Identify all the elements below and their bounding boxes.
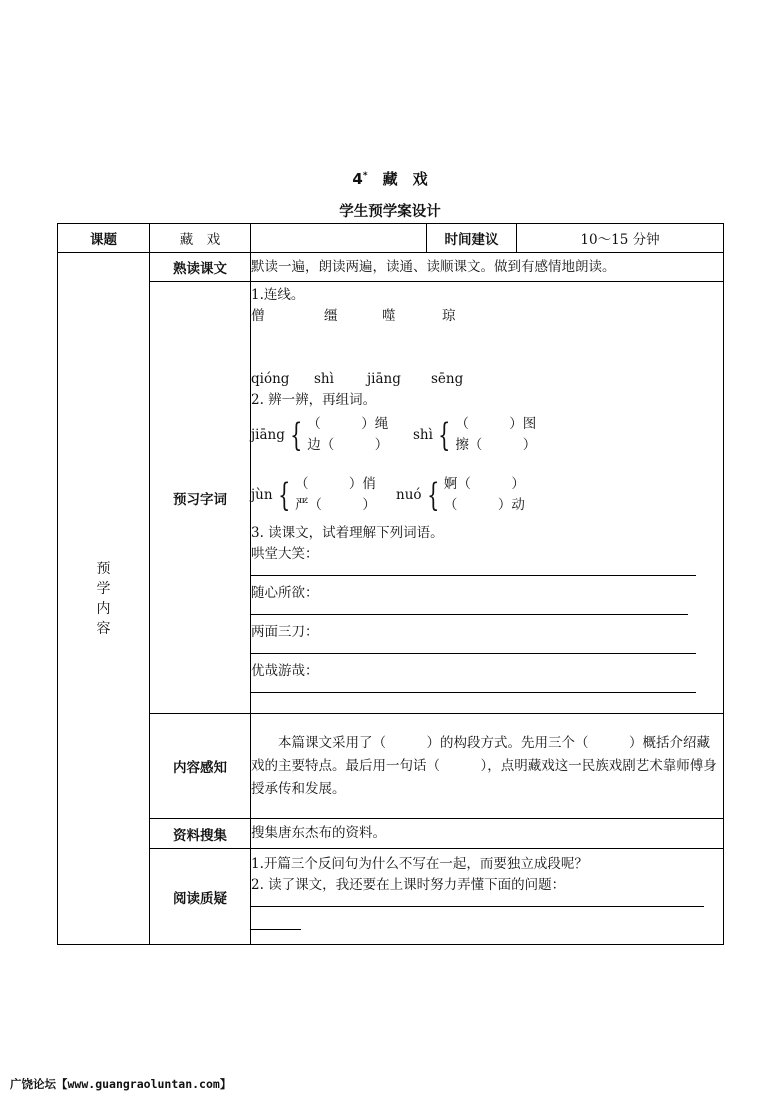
neirong-text: 本篇课文采用了（ ）的构段方式。先用三个（ ）概括介绍藏戏的主要特点。最后用一句话（ ），点明藏戏这一民族戏剧艺术靠师傅身授承传和发展。 (251, 714, 724, 819)
side-char: 内 (96, 600, 111, 617)
pair-shi (413, 414, 536, 456)
lesson-number: 4 (352, 170, 363, 188)
answer-line (251, 575, 696, 576)
side-char: 学 (96, 580, 111, 597)
yuedu-label: 阅读质疑 (150, 849, 251, 945)
pair-pinyin: jùn (251, 486, 273, 503)
pair-pinyin: nuó (396, 486, 422, 503)
answer-line (251, 692, 696, 693)
pair-pinyin: shì (413, 426, 433, 443)
char-item: 噬 (382, 308, 396, 324)
pair-pinyin: jiāng (251, 426, 285, 443)
brace-icon: { (438, 416, 451, 454)
pair-bottom: 擦（ ） (455, 437, 537, 453)
answer-line (251, 906, 704, 907)
pair-row-2 (251, 473, 723, 517)
side-label (58, 253, 150, 945)
pinyin-item: shì (314, 371, 334, 387)
char-item: 缰 (324, 308, 338, 324)
header-time-value: 10～15 分钟 (517, 224, 724, 253)
pair-jun (251, 474, 396, 516)
word-item: 优哉游哉： (251, 663, 319, 679)
lesson-name: 藏 戏 (382, 170, 428, 188)
row-shudu (58, 253, 724, 282)
pair-row-1 (251, 413, 723, 457)
side-char: 预 (96, 560, 111, 577)
yuedu-q2: 2. 读了课文，我还要在上课时努力弄懂下面的问题： (251, 877, 566, 893)
pair-nuo (396, 474, 525, 516)
header-time-label: 时间建议 (427, 224, 517, 253)
yuedu-content (251, 849, 724, 945)
preview-table (57, 223, 724, 945)
pinyin-row (251, 369, 723, 390)
word-item: 哄堂大笑： (251, 546, 319, 562)
header-topic-label: 课题 (58, 224, 150, 253)
row-neirong (58, 714, 724, 819)
char-row (251, 306, 723, 327)
row-ziliao (58, 819, 724, 849)
pair-top: （ ）图 (455, 416, 537, 432)
answer-line-short (251, 929, 301, 930)
lesson-mark: * (362, 171, 368, 181)
header-topic-value: 藏 戏 (150, 224, 251, 253)
pair-top: 婀（ ） (443, 476, 525, 492)
char-item: 僧 (251, 308, 265, 324)
char-item: 琼 (442, 308, 456, 324)
side-char: 容 (96, 620, 111, 637)
answer-line (251, 614, 688, 615)
pinyin-item: sēng (431, 371, 464, 387)
ziliao-label: 资料搜集 (150, 819, 251, 849)
brace-icon: { (277, 476, 290, 514)
yuxi-q2: 2. 辨一辨，再组词。 (251, 392, 377, 408)
lesson-title (0, 168, 780, 189)
pinyin-item: qióng (251, 371, 290, 387)
yuxi-q3: 3. 读课文，试着理解下列词语。 (251, 525, 444, 541)
shudu-label: 熟读课文 (150, 253, 251, 282)
page-subtitle: 学生预学案设计 (339, 204, 441, 220)
header-row (58, 224, 724, 253)
shudu-text: 默读一遍，朗读两遍，读通、读顺课文。做到有感情地朗读。 (251, 253, 724, 282)
pair-jiang (251, 414, 413, 456)
pair-bottom: （ ）动 (443, 497, 525, 513)
ziliao-text: 搜集唐东杰布的资料。 (251, 819, 724, 849)
row-yuxi (58, 282, 724, 714)
row-yuedu (58, 849, 724, 945)
neirong-label: 内容感知 (150, 714, 251, 819)
word-item: 两面三刀： (251, 624, 319, 640)
answer-line (251, 653, 696, 654)
word-item: 随心所欲： (251, 585, 319, 601)
yuxi-label: 预习字词 (150, 282, 251, 714)
yuxi-content (251, 282, 724, 714)
yuedu-q1: 1.开篇三个反问句为什么不写在一起，而要独立成段呢？ (251, 856, 588, 872)
header-topic-spacer (251, 224, 427, 253)
footer-credit: 广饶论坛【www.guangraoluntan.com】 (10, 1077, 232, 1091)
pinyin-item: jiāng (367, 371, 401, 387)
brace-icon: { (426, 476, 439, 514)
brace-icon: { (289, 416, 303, 454)
pair-top: （ ）俏 (294, 476, 376, 492)
pair-bottom: 严（ ） (294, 497, 376, 513)
pair-top: （ ）绳 (307, 416, 389, 432)
pair-bottom: 边（ ） (307, 437, 389, 453)
yuxi-q1: 1.连线。 (251, 287, 305, 303)
